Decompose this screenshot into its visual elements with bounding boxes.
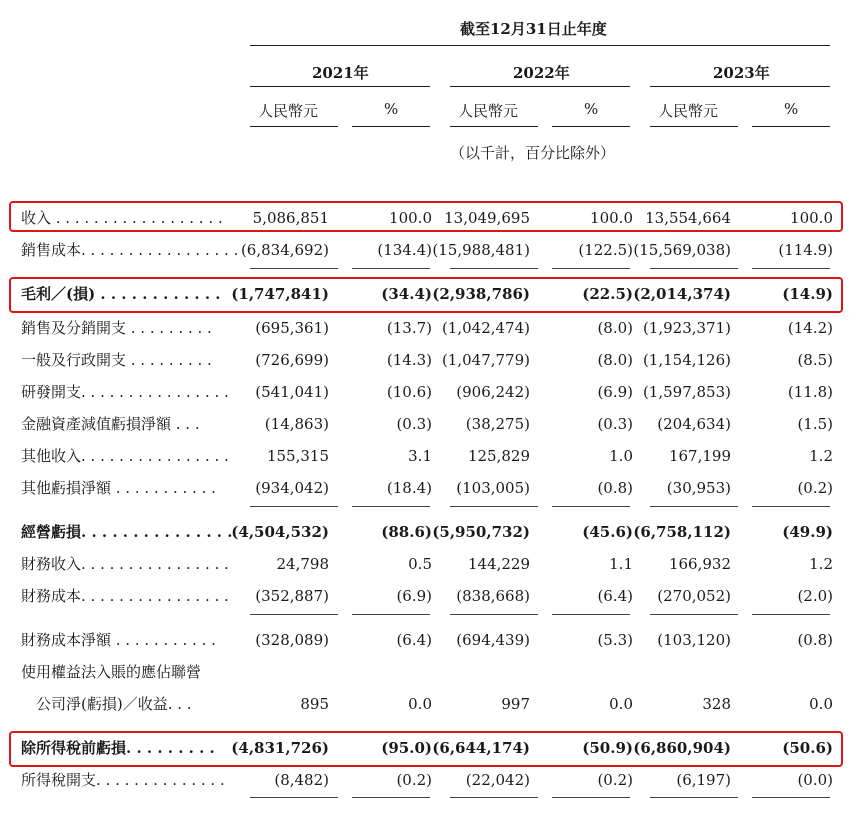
row-value: (2,014,374) — [633, 285, 731, 303]
column-underline — [552, 614, 630, 615]
row-value: 166,932 — [668, 555, 731, 573]
row-value: (11.8) — [787, 383, 833, 401]
percent-header-2021: % — [384, 100, 399, 118]
currency-header-2022: 人民幣元 — [458, 102, 519, 120]
sub-rule-2023-a — [650, 126, 738, 127]
row-value: 1.1 — [609, 555, 633, 573]
row-value: (1,042,474) — [441, 319, 530, 337]
row-value: (38,275) — [465, 415, 530, 433]
sub-rule-2022-b — [552, 126, 630, 127]
row-value: (5.3) — [597, 631, 633, 649]
row-value: (2,938,786) — [432, 285, 530, 303]
table-row — [0, 377, 865, 407]
row-value: (270,052) — [657, 587, 731, 605]
row-value: 100.0 — [590, 209, 633, 227]
row-value: (0.0) — [797, 771, 833, 789]
table-row — [0, 765, 865, 795]
row-value: (10.6) — [386, 383, 432, 401]
row-value: (541,041) — [255, 383, 329, 401]
row-value: (6.4) — [597, 587, 633, 605]
row-value: 167,199 — [668, 447, 731, 465]
column-underline — [552, 268, 630, 269]
row-label: 財務成本. . . . . . . . . . . . . . . . — [21, 587, 229, 605]
row-value: 895 — [300, 695, 329, 713]
table-row — [0, 657, 865, 687]
row-value: (6,860,904) — [633, 739, 731, 757]
row-value: (6.9) — [396, 587, 432, 605]
row-label: 研發開支. . . . . . . . . . . . . . . . — [21, 383, 229, 401]
sub-rule-2022-a — [450, 126, 538, 127]
row-value: (114.9) — [778, 241, 833, 259]
year-2023-header: 2023年 — [713, 64, 770, 82]
table-row — [0, 549, 865, 579]
row-value: (15,569,038) — [633, 241, 731, 259]
year-2022-header: 2022年 — [513, 64, 570, 82]
row-value: (4,504,532) — [231, 523, 329, 541]
row-value: (694,439) — [456, 631, 530, 649]
row-value: (4,831,726) — [231, 739, 329, 757]
row-value: 0.0 — [809, 695, 833, 713]
row-value: (1,047,779) — [441, 351, 530, 369]
table-row — [0, 689, 865, 719]
row-value: (5,950,732) — [432, 523, 530, 541]
row-value: 328 — [702, 695, 731, 713]
row-value: (8.0) — [597, 319, 633, 337]
row-value: (6.9) — [597, 383, 633, 401]
row-value: (204,634) — [657, 415, 731, 433]
row-value: (50.6) — [782, 739, 833, 757]
column-underline — [250, 797, 338, 798]
row-value: (6.4) — [396, 631, 432, 649]
column-underline — [250, 614, 338, 615]
row-value: 144,229 — [467, 555, 530, 573]
row-value: (906,242) — [456, 383, 530, 401]
column-underline — [752, 506, 830, 507]
table-row — [0, 517, 865, 547]
row-label: 其他虧損淨額 . . . . . . . . . . . — [21, 479, 216, 497]
row-value: 13,049,695 — [444, 209, 530, 227]
table-row — [0, 625, 865, 655]
row-value: (103,005) — [456, 479, 530, 497]
column-underline — [450, 506, 538, 507]
row-value: 24,798 — [276, 555, 329, 573]
year-2021-header: 2021年 — [312, 64, 369, 82]
row-label: 收入 . . . . . . . . . . . . . . . . . . — [21, 209, 223, 227]
row-value: 0.5 — [408, 555, 432, 573]
row-label: 經營虧損. . . . . . . . . . . . . . . — [21, 523, 233, 541]
row-value: (14.2) — [787, 319, 833, 337]
row-value: (14.9) — [782, 285, 833, 303]
column-underline — [752, 797, 830, 798]
row-value: (13.7) — [386, 319, 432, 337]
column-underline — [650, 614, 738, 615]
row-value: 100.0 — [790, 209, 833, 227]
row-value: 155,315 — [266, 447, 329, 465]
row-value: 0.0 — [609, 695, 633, 713]
row-label: 使用權益法入賬的應佔聯營 — [21, 663, 202, 681]
row-label: 銷售及分銷開支 . . . . . . . . . — [21, 319, 212, 337]
period-rule — [250, 45, 830, 46]
row-value: (49.9) — [782, 523, 833, 541]
row-value: (8,482) — [274, 771, 329, 789]
row-value: (0.8) — [797, 631, 833, 649]
column-underline — [650, 268, 738, 269]
year-2023-rule — [650, 86, 830, 87]
column-underline — [352, 268, 430, 269]
row-value: (328,089) — [255, 631, 329, 649]
year-2022-rule — [450, 86, 630, 87]
row-value: (88.6) — [381, 523, 432, 541]
column-underline — [752, 614, 830, 615]
row-value: 5,086,851 — [252, 209, 329, 227]
row-value: (726,699) — [255, 351, 329, 369]
sub-rule-2021-b — [352, 126, 430, 127]
row-label: 所得稅開支. . . . . . . . . . . . . . — [21, 771, 225, 789]
row-label: 銷售成本. . . . . . . . . . . . . . . . . — [21, 241, 239, 259]
row-label: 除所得稅前虧損. . . . . . . . . — [21, 739, 215, 757]
row-value: (103,120) — [657, 631, 731, 649]
row-value: (122.5) — [578, 241, 633, 259]
row-value: (695,361) — [255, 319, 329, 337]
table-row — [0, 313, 865, 343]
currency-header-2021: 人民幣元 — [258, 102, 319, 120]
currency-header-2023: 人民幣元 — [658, 102, 719, 120]
row-value: (6,197) — [676, 771, 731, 789]
row-value: (838,668) — [456, 587, 530, 605]
row-label: 金融資產減值虧損淨額 . . . — [21, 415, 200, 433]
column-underline — [650, 506, 738, 507]
period-header: 截至12月31日止年度 — [460, 20, 607, 38]
percent-header-2023: % — [784, 100, 799, 118]
row-value: (0.3) — [396, 415, 432, 433]
column-underline — [352, 797, 430, 798]
column-underline — [552, 506, 630, 507]
row-value: (14.3) — [386, 351, 432, 369]
row-value: 1.2 — [809, 555, 833, 573]
row-value: 3.1 — [408, 447, 432, 465]
column-underline — [752, 268, 830, 269]
table-row — [0, 409, 865, 439]
row-label: 毛利／(損) . . . . . . . . . . . . — [21, 285, 221, 303]
row-value: (50.9) — [582, 739, 633, 757]
row-value: (0.8) — [597, 479, 633, 497]
highlight-box-loss-before-tax — [9, 731, 843, 767]
column-underline — [450, 797, 538, 798]
row-value: (0.2) — [597, 771, 633, 789]
row-value: (18.4) — [386, 479, 432, 497]
row-value: (6,644,174) — [432, 739, 530, 757]
column-underline — [352, 614, 430, 615]
row-value: 125,829 — [467, 447, 530, 465]
column-underline — [552, 797, 630, 798]
row-label: 其他收入. . . . . . . . . . . . . . . . — [21, 447, 229, 465]
row-label: 一般及行政開支 . . . . . . . . . — [21, 351, 212, 369]
highlight-box-gross-loss — [9, 277, 843, 313]
row-value: (22,042) — [465, 771, 530, 789]
highlight-box-revenue — [9, 201, 843, 232]
row-value: (1,747,841) — [231, 285, 329, 303]
row-value: (14,863) — [264, 415, 329, 433]
row-value: 1.2 — [809, 447, 833, 465]
units-note: （以千計，百分比除外） — [450, 144, 616, 162]
row-value: (34.4) — [381, 285, 432, 303]
column-underline — [450, 268, 538, 269]
table-row — [0, 345, 865, 375]
year-2021-rule — [250, 86, 430, 87]
row-value: (1,597,853) — [642, 383, 731, 401]
row-value: 0.0 — [408, 695, 432, 713]
row-value: (6,758,112) — [633, 523, 731, 541]
row-value: 1.0 — [609, 447, 633, 465]
column-underline — [250, 506, 338, 507]
row-value: (95.0) — [381, 739, 432, 757]
row-value: 13,554,664 — [645, 209, 731, 227]
row-value: 997 — [501, 695, 530, 713]
table-row — [0, 473, 865, 503]
row-value: 100.0 — [389, 209, 432, 227]
row-value: (0.3) — [597, 415, 633, 433]
table-row — [0, 581, 865, 611]
row-value: (352,887) — [255, 587, 329, 605]
row-label: 財務成本淨額 . . . . . . . . . . . — [21, 631, 216, 649]
column-underline — [450, 614, 538, 615]
row-value: (45.6) — [582, 523, 633, 541]
row-value: (30,953) — [666, 479, 731, 497]
row-value: (8.0) — [597, 351, 633, 369]
row-value: (0.2) — [797, 479, 833, 497]
row-value: (22.5) — [582, 285, 633, 303]
table-row — [0, 235, 865, 265]
sub-rule-2023-b — [752, 126, 830, 127]
percent-header-2022: % — [584, 100, 599, 118]
row-value: (6,834,692) — [240, 241, 329, 259]
row-label: 公司淨(虧損)／收益. . . — [36, 695, 192, 713]
row-value: (1,154,126) — [642, 351, 731, 369]
row-value: (1,923,371) — [642, 319, 731, 337]
row-value: (15,988,481) — [432, 241, 530, 259]
table-row — [0, 441, 865, 471]
row-value: (1.5) — [797, 415, 833, 433]
row-value: (0.2) — [396, 771, 432, 789]
row-value: (2.0) — [797, 587, 833, 605]
row-value: (934,042) — [255, 479, 329, 497]
row-value: (8.5) — [797, 351, 833, 369]
row-label: 財務收入. . . . . . . . . . . . . . . . — [21, 555, 229, 573]
row-value: (134.4) — [377, 241, 432, 259]
column-underline — [352, 506, 430, 507]
sub-rule-2021-a — [250, 126, 338, 127]
column-underline — [650, 797, 738, 798]
column-underline — [250, 268, 338, 269]
